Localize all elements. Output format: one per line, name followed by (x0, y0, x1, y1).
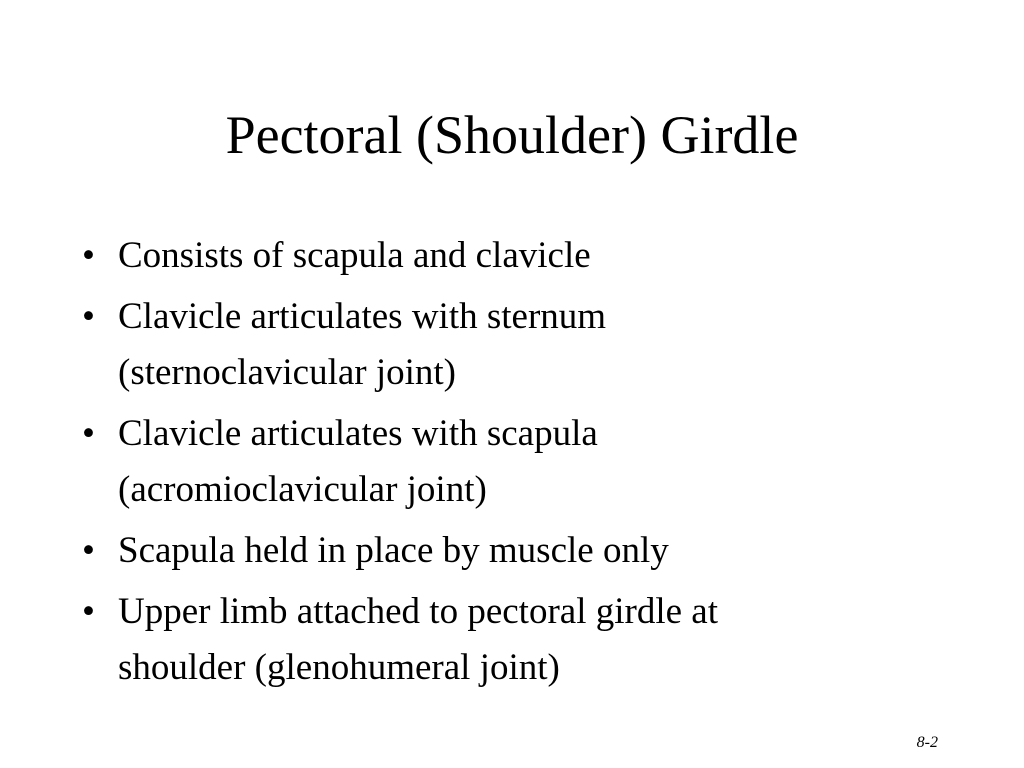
bullet-dot-icon: • (82, 296, 95, 337)
bullet-dot-icon: • (82, 235, 95, 276)
bullet-dot-icon: • (82, 413, 95, 454)
bullet-text-line2: shoulder (glenohumeral joint) (118, 647, 560, 688)
slide-title: Pectoral (Shoulder) Girdle (225, 105, 799, 165)
bullet-item (82, 406, 942, 518)
bullet-item (82, 228, 942, 284)
bullet-text-line1: Consists of scapula and clavicle (118, 235, 591, 276)
slide-page-number: 8-2 (916, 734, 938, 751)
bullet-dot-icon: • (82, 591, 95, 632)
bullet-item (82, 289, 942, 401)
bullet-text-line1: Clavicle articulates with sternum (118, 296, 607, 337)
bullet-dot-icon: • (82, 530, 95, 571)
bullet-item (82, 584, 942, 696)
bullet-text-line1: Upper limb attached to pectoral girdle at (118, 591, 718, 632)
bullet-text-line2: (sternoclavicular joint) (118, 352, 457, 393)
bullet-text-line2: (acromioclavicular joint) (118, 469, 487, 510)
bullet-item (82, 523, 942, 579)
bullet-text-line1: Scapula held in place by muscle only (118, 530, 669, 571)
bullet-list (82, 228, 942, 701)
bullet-text-line1: Clavicle articulates with scapula (118, 413, 598, 454)
